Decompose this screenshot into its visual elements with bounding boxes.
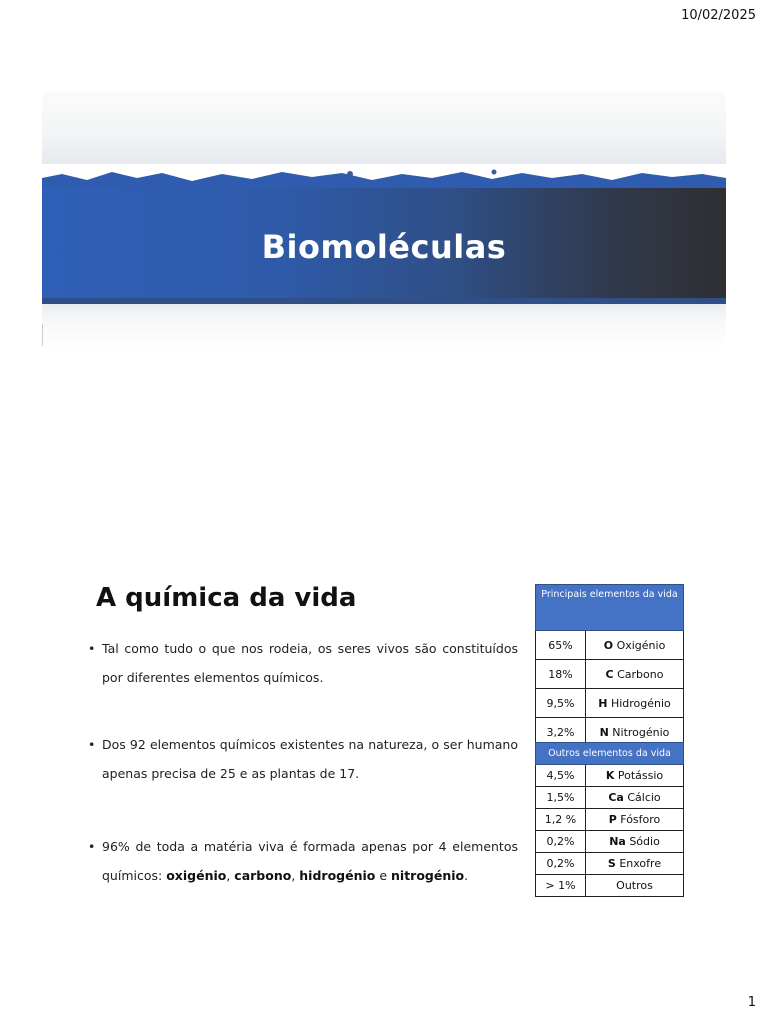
bullet-text: Dos 92 elementos químicos existentes na natureza, o ser humano apenas precisa de 25 e as plantas de 17. — [102, 737, 518, 781]
percent-cell: 0,2% — [536, 831, 586, 853]
element-cell — [586, 875, 684, 897]
table-row — [536, 787, 684, 809]
element-name: Fósforo — [620, 813, 661, 826]
percent-cell: 9,5% — [536, 689, 586, 718]
table-header: Principais elementos da vida — [536, 585, 684, 631]
title-slide — [42, 92, 726, 348]
element-name: Potássio — [617, 769, 664, 782]
table-header-row — [536, 585, 684, 631]
element-name: Carbono — [617, 667, 664, 681]
bullet-text: Tal como tudo o que nos rodeia, os seres vivos são constituídos por diferentes elementos químicos. — [102, 641, 518, 685]
element-name: Enxofre — [619, 857, 662, 870]
bullet-item — [88, 730, 518, 788]
bold-term: oxigénio — [166, 868, 227, 883]
bullet-icon: • — [88, 737, 96, 752]
element-cell — [586, 853, 684, 875]
bullet-text: 96% de toda a matéria viva é formada apenas por 4 elementos químicos: — [102, 839, 518, 883]
separator: e — [375, 868, 392, 883]
table-row — [536, 689, 684, 718]
element-cell — [586, 809, 684, 831]
bullet-list — [88, 634, 518, 928]
separator: , — [226, 868, 235, 883]
bold-term: nitrogénio — [391, 868, 465, 883]
element-name: Outros — [616, 879, 653, 892]
element-symbol: K — [605, 769, 615, 782]
percent-cell: 3,2% — [536, 718, 586, 747]
element-cell — [586, 765, 684, 787]
element-name: Cálcio — [627, 791, 661, 804]
element-symbol: N — [599, 725, 609, 739]
element-symbol: S — [607, 857, 616, 870]
paper-texture-top — [42, 92, 726, 164]
percent-cell: 18% — [536, 660, 586, 689]
table-row — [536, 853, 684, 875]
element-cell — [586, 831, 684, 853]
slide-title: Biomoléculas — [261, 228, 507, 266]
element-cell — [586, 787, 684, 809]
element-symbol: C — [605, 667, 614, 681]
table-row — [536, 875, 684, 897]
element-cell — [586, 631, 684, 660]
element-symbol: H — [598, 696, 608, 710]
paper-texture-bottom — [42, 304, 726, 348]
bullet-item — [88, 832, 518, 890]
element-cell — [586, 689, 684, 718]
bullet-item — [88, 634, 518, 692]
section-title: A química da vida — [96, 583, 357, 613]
element-name: Oxigénio — [616, 638, 666, 652]
element-symbol: Ca — [608, 791, 624, 804]
percent-cell: 1,2 % — [536, 809, 586, 831]
separator: . — [464, 868, 469, 883]
other-elements-table — [535, 742, 684, 897]
percent-cell: 65% — [536, 631, 586, 660]
bullet-icon: • — [88, 839, 96, 854]
table-header: Outros elementos da vida — [536, 743, 684, 765]
bullet-icon: • — [88, 641, 96, 656]
separator: , — [291, 868, 300, 883]
table-row — [536, 660, 684, 689]
element-name: Nitrogénio — [612, 725, 670, 739]
element-cell — [586, 660, 684, 689]
slide-border — [42, 324, 43, 346]
element-name: Sódio — [629, 835, 660, 848]
percent-cell: 0,2% — [536, 853, 586, 875]
page-date: 10/02/2025 — [681, 8, 756, 23]
bold-term: hidrogénio — [299, 868, 376, 883]
bold-term: carbono — [234, 868, 292, 883]
table-row — [536, 765, 684, 787]
element-name: Hidrogénio — [610, 696, 671, 710]
percent-cell: 4,5% — [536, 765, 586, 787]
table-row — [536, 831, 684, 853]
page-number: 1 — [747, 995, 756, 1010]
table-row — [536, 631, 684, 660]
table-row — [536, 809, 684, 831]
element-symbol: O — [603, 638, 614, 652]
percent-cell: 1,5% — [536, 787, 586, 809]
table-header-row — [536, 743, 684, 765]
element-symbol: P — [608, 813, 617, 826]
main-elements-table — [535, 584, 684, 747]
percent-cell: > 1% — [536, 875, 586, 897]
element-symbol: Na — [609, 835, 626, 848]
